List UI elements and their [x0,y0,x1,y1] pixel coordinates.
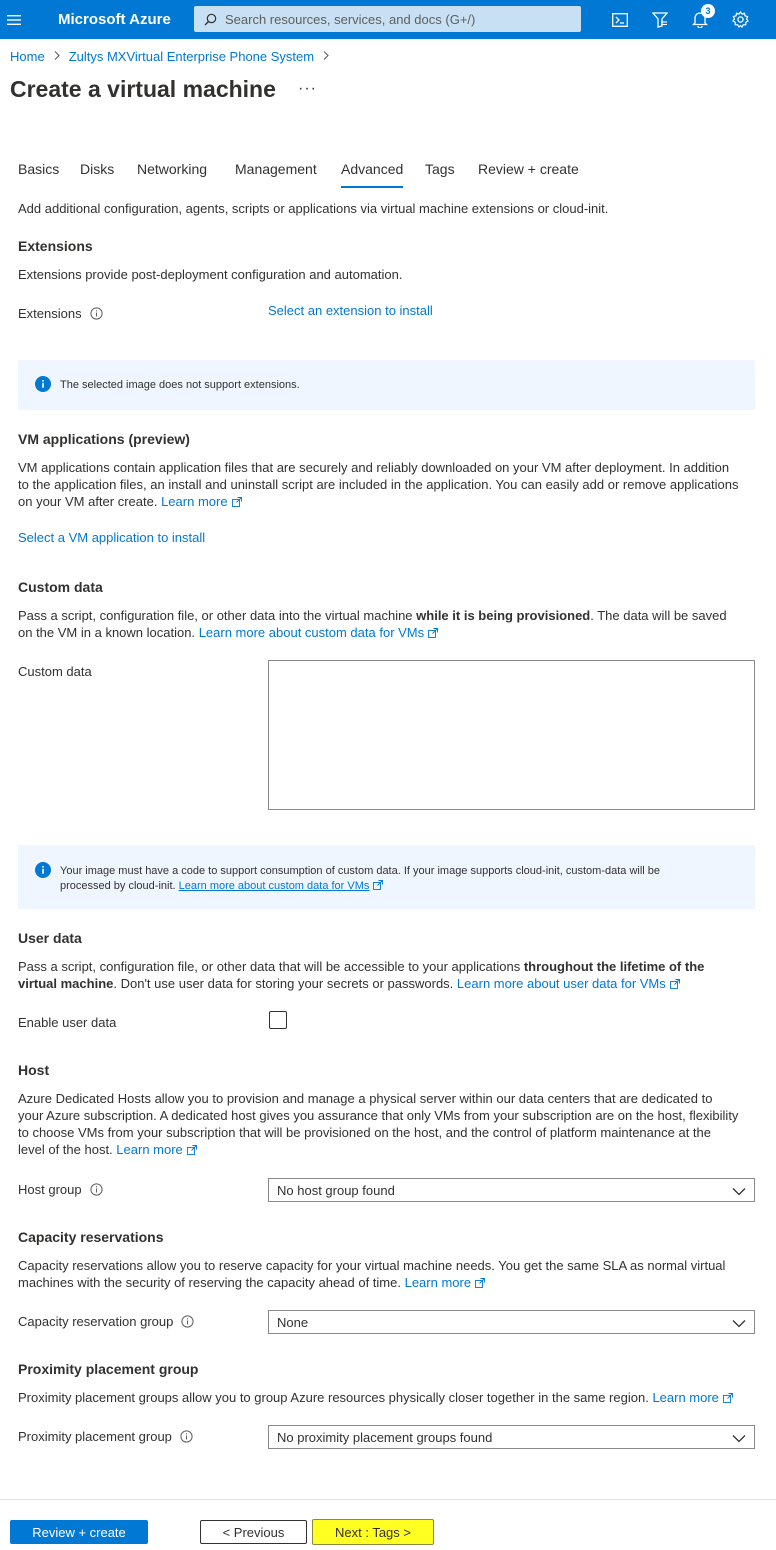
proximity-group-label-text: Proximity placement group [18,1429,172,1444]
capacity-desc-line: machines with the security of reserving the capacity ahead of time. [18,1275,401,1290]
more-options-button[interactable]: ··· [298,80,317,97]
directory-filter-icon[interactable] [640,0,680,39]
vm-apps-title: VM applications (preview) [18,431,190,447]
chevron-down-icon [732,1316,746,1331]
host-desc-line: to choose VMs from your subscription that will be provisioned on the host, and the control of platform maintenance at the [18,1125,711,1140]
external-link-icon [670,976,680,993]
extensions-info-text: The selected image does not support extensions. [60,378,300,391]
select-extension-link[interactable]: Select an extension to install [268,303,433,318]
info-icon[interactable] [90,307,103,320]
footer-divider [0,1499,776,1500]
enable-user-data-label: Enable user data [18,1015,117,1030]
custom-data-info-text [60,864,660,909]
notifications-icon[interactable] [680,0,720,39]
host-learn-more-text: Learn more [116,1142,183,1157]
info-icon[interactable] [180,1430,193,1443]
external-link-icon [723,1390,733,1407]
custom-data-info-link-text: Learn more about custom data for VMs [178,880,370,892]
user-data-desc-bold: virtual machine [18,976,114,991]
review-create-button[interactable]: Review + create [10,1520,148,1544]
vm-apps-desc-line: VM applications contain application files that are securely and reliably downloaded on your VM after deployment. In addition [18,460,730,475]
select-vm-application-link[interactable]: Select a VM application to install [18,530,206,545]
vm-apps-learn-more-link[interactable] [161,494,241,509]
custom-data-info-link[interactable] [179,880,370,892]
tab-disks[interactable]: Disks [80,161,115,177]
custom-data-learn-more-text: Learn more about custom data for VMs [198,625,425,640]
breadcrumb-offer[interactable]: Zultys MXVirtual Enterprise Phone System [68,49,315,64]
extensions-description: Extensions provide post-deployment configuration and automation. [18,267,403,282]
host-desc-line: Azure Dedicated Hosts allow you to provision and manage a physical server within our data centers that are dedicated to [18,1091,713,1106]
chevron-down-icon [732,1184,746,1199]
intro-text: Add additional configuration, agents, scripts or applications via virtual machine extensions or cloud-init. [18,201,609,216]
previous-button[interactable]: < Previous [200,1520,307,1544]
user-data-learn-more-text: Learn more about user data for VMs [456,976,666,991]
info-filled-icon [35,862,51,909]
notification-badge: 3 [701,4,715,18]
tab-networking[interactable]: Networking [137,161,208,177]
proximity-title: Proximity placement group [18,1361,199,1377]
tab-review-create[interactable]: Review + create [478,161,579,177]
custom-data-learn-more-link[interactable] [199,625,438,640]
host-learn-more-link[interactable] [116,1142,196,1157]
proximity-group-value: No proximity placement groups found [277,1429,493,1445]
proximity-group-label [18,1429,193,1444]
external-link-icon [187,1142,197,1159]
custom-data-title: Custom data [18,579,103,595]
proximity-learn-more-text: Learn more [652,1390,719,1405]
extensions-title: Extensions [18,238,93,254]
custom-data-description [18,607,763,642]
host-group-label-text: Host group [18,1182,82,1197]
custom-data-info-box [18,845,755,909]
host-title: Host [18,1062,50,1078]
proximity-description [18,1389,763,1407]
host-description [18,1090,763,1159]
brand-title[interactable]: Microsoft Azure [58,11,171,28]
capacity-title: Capacity reservations [18,1229,164,1245]
page-title: Create a virtual machine [10,76,276,102]
capacity-group-label [18,1314,194,1329]
tab-basics[interactable]: Basics [18,161,60,177]
custom-data-info-line: Your image must have a code to support consumption of custom data. If your image supports cloud-init, custom-data will be [60,865,661,877]
capacity-learn-more-link[interactable] [405,1275,485,1290]
proximity-group-dropdown[interactable] [268,1425,755,1449]
custom-data-textarea[interactable] [268,660,755,810]
tab-tags[interactable]: Tags [425,161,455,177]
external-link-icon [373,880,383,895]
top-bar [0,0,776,39]
enable-user-data-checkbox[interactable] [269,1011,287,1029]
info-filled-icon [35,376,51,395]
capacity-desc-line: Capacity reservations allow you to reserve capacity for your virtual machine needs. You get the same SLA as normal virtual [18,1258,726,1273]
breadcrumb [10,49,338,64]
proximity-desc-line: Proximity placement groups allow you to group Azure resources physically closer together in the same region. [18,1390,649,1405]
user-data-description [18,958,763,993]
custom-data-desc-part: Pass a script, configuration file, or other data into the virtual machine [18,608,417,623]
extensions-label [18,306,103,321]
external-link-icon [428,625,438,642]
proximity-learn-more-link[interactable] [652,1390,732,1405]
capacity-group-dropdown[interactable] [268,1310,755,1334]
external-link-icon [475,1275,485,1292]
info-icon[interactable] [181,1315,194,1328]
chevron-right-icon [54,51,60,63]
tab-advanced[interactable]: Advanced [341,161,403,187]
extensions-info-box [18,360,755,410]
vm-apps-learn-more-text: Learn more [161,494,228,509]
host-desc-line: level of the host. [18,1142,113,1157]
breadcrumb-home[interactable]: Home [10,49,45,64]
host-group-value: No host group found [277,1182,395,1198]
user-data-learn-more-link[interactable] [457,976,680,991]
user-data-desc-part: Pass a script, configuration file, or other data that will be accessible to your applications [18,959,524,974]
user-data-desc-part: . Don't use user data for storing your secrets or passwords. [113,976,454,991]
search-icon [204,13,217,26]
vm-apps-desc-line: on your VM after create. [18,494,158,509]
chevron-down-icon [732,1431,746,1446]
chevron-right-icon [323,51,329,63]
host-group-label [18,1182,103,1197]
custom-data-desc-part: . The data will be saved [590,608,727,623]
host-desc-line: your Azure subscription. A dedicated host gives you assurance that only VMs from your subscription are on the host, flexibility [18,1108,739,1123]
capacity-group-label-text: Capacity reservation group [18,1314,174,1329]
custom-data-info-line: processed by cloud-init. [60,880,176,892]
settings-icon[interactable] [720,0,760,39]
search-placeholder: Search resources, services, and docs (G+/) [225,11,476,27]
external-link-icon [232,494,242,511]
custom-data-label: Custom data [18,664,92,679]
custom-data-desc-bold: while it is being provisioned [416,608,591,623]
menu-icon[interactable] [0,0,28,39]
tab-bar [18,161,588,187]
user-data-desc-bold: throughout the lifetime of the [523,959,705,974]
extensions-label-text: Extensions [18,306,82,321]
tab-management[interactable]: Management [235,161,317,177]
next-tags-button[interactable]: Next : Tags > [312,1519,434,1545]
capacity-learn-more-text: Learn more [404,1275,472,1290]
custom-data-desc-part: on the VM in a known location. [18,625,196,640]
host-group-dropdown[interactable] [268,1178,755,1202]
info-icon[interactable] [90,1183,103,1196]
cloud-shell-icon[interactable] [600,0,640,39]
vm-apps-description [18,459,763,511]
capacity-group-value: None [277,1314,309,1330]
search-input[interactable] [194,6,581,32]
user-data-title: User data [18,930,82,946]
capacity-description [18,1257,763,1292]
vm-apps-desc-line: to the application files, an install and uninstall script are included in the application. You can easily add or remove applications [18,477,739,492]
